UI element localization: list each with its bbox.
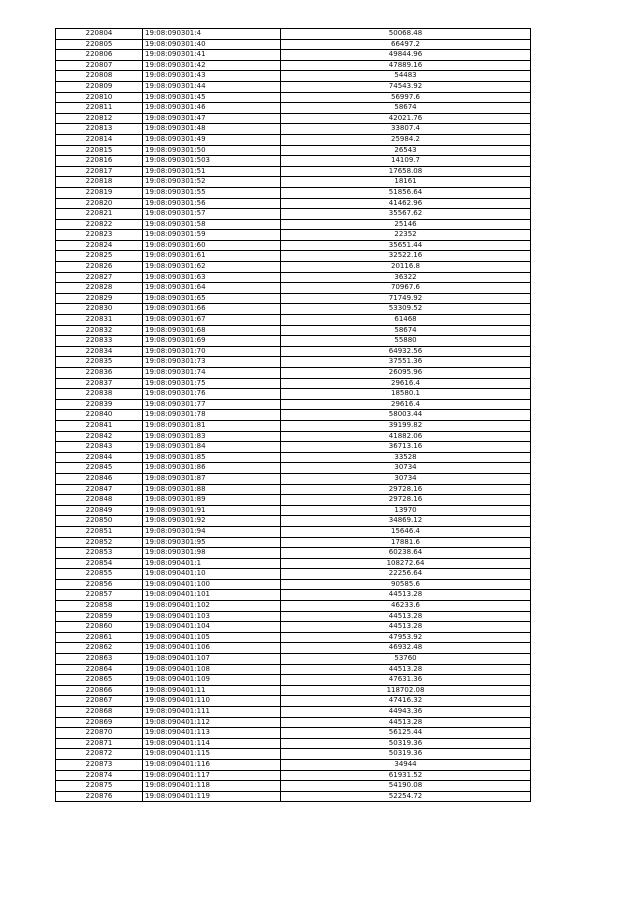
- row-id-cell: 220811: [56, 103, 143, 114]
- table-row: [56, 717, 531, 728]
- row-id-cell: 220830: [56, 304, 143, 315]
- amount-cell: 17658.08: [281, 166, 531, 177]
- amount-cell: 47953.92: [281, 632, 531, 643]
- cadastral-number-cell: 19:08:090301:74: [143, 368, 281, 379]
- amount-cell: 47631.36: [281, 675, 531, 686]
- amount-cell: 74543.92: [281, 81, 531, 92]
- amount-cell: 29728.16: [281, 495, 531, 506]
- cadastral-number-cell: 19:08:090301:49: [143, 134, 281, 145]
- amount-cell: 53309.52: [281, 304, 531, 315]
- table-row: [56, 654, 531, 665]
- row-id-cell: 220809: [56, 81, 143, 92]
- cadastral-number-cell: 19:08:090301:47: [143, 113, 281, 124]
- row-id-cell: 220820: [56, 198, 143, 209]
- table-row: [56, 399, 531, 410]
- amount-cell: 25146: [281, 219, 531, 230]
- cadastral-number-cell: 19:08:090301:98: [143, 548, 281, 559]
- cadastral-number-cell: 19:08:090301:81: [143, 420, 281, 431]
- table-row: [56, 632, 531, 643]
- row-id-cell: 220818: [56, 177, 143, 188]
- cadastral-number-cell: 19:08:090301:56: [143, 198, 281, 209]
- row-id-cell: 220817: [56, 166, 143, 177]
- amount-cell: 46932.48: [281, 643, 531, 654]
- row-id-cell: 220855: [56, 569, 143, 580]
- row-id-cell: 220835: [56, 357, 143, 368]
- table-row: [56, 315, 531, 326]
- cadastral-number-cell: 19:08:090301:68: [143, 325, 281, 336]
- table-row: [56, 548, 531, 559]
- table-row: [56, 92, 531, 103]
- cadastral-number-cell: 19:08:090401:103: [143, 611, 281, 622]
- cadastral-number-cell: 19:08:090401:107: [143, 654, 281, 665]
- table-row: [56, 791, 531, 802]
- amount-cell: 36713.16: [281, 442, 531, 453]
- amount-cell: 44513.28: [281, 611, 531, 622]
- amount-cell: 70967.6: [281, 283, 531, 294]
- cadastral-number-cell: 19:08:090301:65: [143, 293, 281, 304]
- row-id-cell: 220871: [56, 738, 143, 749]
- cadastral-number-cell: 19:08:090301:76: [143, 389, 281, 400]
- table-row: [56, 389, 531, 400]
- row-id-cell: 220860: [56, 622, 143, 633]
- amount-cell: 54190.08: [281, 781, 531, 792]
- cadastral-number-cell: 19:08:090301:63: [143, 272, 281, 283]
- row-id-cell: 220866: [56, 685, 143, 696]
- cadastral-number-cell: 19:08:090301:87: [143, 473, 281, 484]
- table-row: [56, 537, 531, 548]
- table-row: [56, 442, 531, 453]
- table-row: [56, 336, 531, 347]
- cadastral-number-cell: 19:08:090301:57: [143, 209, 281, 220]
- amount-cell: 35651.44: [281, 240, 531, 251]
- row-id-cell: 220831: [56, 315, 143, 326]
- cadastral-number-cell: 19:08:090301:62: [143, 262, 281, 273]
- cadastral-number-cell: 19:08:090401:116: [143, 759, 281, 770]
- cadastral-number-cell: 19:08:090301:64: [143, 283, 281, 294]
- amount-cell: 54483: [281, 71, 531, 82]
- amount-cell: 14109.7: [281, 156, 531, 167]
- row-id-cell: 220838: [56, 389, 143, 400]
- amount-cell: 64932.56: [281, 346, 531, 357]
- amount-cell: 26095.96: [281, 368, 531, 379]
- table-row: [56, 484, 531, 495]
- table-row: [56, 134, 531, 145]
- table-row: [56, 579, 531, 590]
- row-id-cell: 220846: [56, 473, 143, 484]
- cadastral-number-cell: 19:08:090301:83: [143, 431, 281, 442]
- amount-cell: 35567.62: [281, 209, 531, 220]
- table-row: [56, 749, 531, 760]
- row-id-cell: 220849: [56, 505, 143, 516]
- table-row: [56, 664, 531, 675]
- table-row: [56, 50, 531, 61]
- amount-cell: 44943.36: [281, 707, 531, 718]
- table-row: [56, 495, 531, 506]
- row-id-cell: 220864: [56, 664, 143, 675]
- table-row: [56, 304, 531, 315]
- table-row: [56, 378, 531, 389]
- row-id-cell: 220853: [56, 548, 143, 559]
- row-id-cell: 220873: [56, 759, 143, 770]
- row-id-cell: 220868: [56, 707, 143, 718]
- cadastral-number-cell: 19:08:090401:108: [143, 664, 281, 675]
- amount-cell: 58674: [281, 103, 531, 114]
- cadastral-number-cell: 19:08:090401:106: [143, 643, 281, 654]
- cadastral-number-cell: 19:08:090301:61: [143, 251, 281, 262]
- row-id-cell: 220876: [56, 791, 143, 802]
- row-id-cell: 220870: [56, 728, 143, 739]
- row-id-cell: 220857: [56, 590, 143, 601]
- table-body: [56, 29, 531, 802]
- amount-cell: 58003.44: [281, 410, 531, 421]
- amount-cell: 36322: [281, 272, 531, 283]
- row-id-cell: 220848: [56, 495, 143, 506]
- row-id-cell: 220844: [56, 452, 143, 463]
- amount-cell: 25984.2: [281, 134, 531, 145]
- amount-cell: 66497.2: [281, 39, 531, 50]
- amount-cell: 60238.64: [281, 548, 531, 559]
- table-row: [56, 473, 531, 484]
- table-row: [56, 431, 531, 442]
- cadastral-number-cell: 19:08:090301:66: [143, 304, 281, 315]
- table-row: [56, 198, 531, 209]
- cadastral-number-cell: 19:08:090301:73: [143, 357, 281, 368]
- cadastral-number-cell: 19:08:090301:40: [143, 39, 281, 50]
- amount-cell: 18161: [281, 177, 531, 188]
- row-id-cell: 220832: [56, 325, 143, 336]
- row-id-cell: 220814: [56, 134, 143, 145]
- cadastral-number-cell: 19:08:090301:95: [143, 537, 281, 548]
- table-row: [56, 240, 531, 251]
- cadastral-number-cell: 19:08:090301:50: [143, 145, 281, 156]
- table-row: [56, 728, 531, 739]
- cadastral-number-cell: 19:08:090401:110: [143, 696, 281, 707]
- cadastral-number-cell: 19:08:090301:78: [143, 410, 281, 421]
- row-id-cell: 220839: [56, 399, 143, 410]
- amount-cell: 61931.52: [281, 770, 531, 781]
- table-row: [56, 71, 531, 82]
- row-id-cell: 220863: [56, 654, 143, 665]
- row-id-cell: 220842: [56, 431, 143, 442]
- cadastral-number-cell: 19:08:090401:112: [143, 717, 281, 728]
- table-row: [56, 685, 531, 696]
- table-row: [56, 346, 531, 357]
- cadastral-number-cell: 19:08:090301:48: [143, 124, 281, 135]
- table-row: [56, 166, 531, 177]
- cadastral-number-cell: 19:08:090301:55: [143, 187, 281, 198]
- amount-cell: 29616.4: [281, 378, 531, 389]
- row-id-cell: 220874: [56, 770, 143, 781]
- amount-cell: 26543: [281, 145, 531, 156]
- amount-cell: 51856.64: [281, 187, 531, 198]
- amount-cell: 58674: [281, 325, 531, 336]
- amount-cell: 22256.64: [281, 569, 531, 580]
- cadastral-number-cell: 19:08:090301:41: [143, 50, 281, 61]
- table-row: [56, 262, 531, 273]
- row-id-cell: 220808: [56, 71, 143, 82]
- cadastral-number-cell: 19:08:090301:84: [143, 442, 281, 453]
- table-row: [56, 325, 531, 336]
- row-id-cell: 220823: [56, 230, 143, 241]
- amount-cell: 56125.44: [281, 728, 531, 739]
- row-id-cell: 220837: [56, 378, 143, 389]
- table-row: [56, 558, 531, 569]
- cadastral-number-cell: 19:08:090301:42: [143, 60, 281, 71]
- amount-cell: 44513.28: [281, 590, 531, 601]
- cadastral-number-cell: 19:08:090301:46: [143, 103, 281, 114]
- cadastral-number-cell: 19:08:090301:4: [143, 29, 281, 40]
- table-row: [56, 293, 531, 304]
- row-id-cell: 220852: [56, 537, 143, 548]
- table-row: [56, 272, 531, 283]
- amount-cell: 33807.4: [281, 124, 531, 135]
- table-row: [56, 622, 531, 633]
- row-id-cell: 220845: [56, 463, 143, 474]
- table-row: [56, 368, 531, 379]
- amount-cell: 47889.16: [281, 60, 531, 71]
- row-id-cell: 220825: [56, 251, 143, 262]
- amount-cell: 108272.64: [281, 558, 531, 569]
- row-id-cell: 220843: [56, 442, 143, 453]
- table-row: [56, 113, 531, 124]
- row-id-cell: 220821: [56, 209, 143, 220]
- cadastral-number-cell: 19:08:090301:60: [143, 240, 281, 251]
- cadastral-number-cell: 19:08:090401:109: [143, 675, 281, 686]
- row-id-cell: 220812: [56, 113, 143, 124]
- row-id-cell: 220867: [56, 696, 143, 707]
- amount-cell: 47416.32: [281, 696, 531, 707]
- cadastral-number-cell: 19:08:090301:51: [143, 166, 281, 177]
- cadastral-number-cell: 19:08:090301:91: [143, 505, 281, 516]
- amount-cell: 20116.8: [281, 262, 531, 273]
- cadastral-number-cell: 19:08:090401:100: [143, 579, 281, 590]
- cadastral-number-cell: 19:08:090301:43: [143, 71, 281, 82]
- amount-cell: 44513.28: [281, 717, 531, 728]
- table-row: [56, 696, 531, 707]
- cadastral-number-cell: 19:08:090401:111: [143, 707, 281, 718]
- table-row: [56, 738, 531, 749]
- table-row: [56, 770, 531, 781]
- table-row: [56, 611, 531, 622]
- cadastral-number-cell: 19:08:090301:503: [143, 156, 281, 167]
- row-id-cell: 220807: [56, 60, 143, 71]
- cadastral-number-cell: 19:08:090401:105: [143, 632, 281, 643]
- row-id-cell: 220813: [56, 124, 143, 135]
- amount-cell: 53760: [281, 654, 531, 665]
- cadastral-number-cell: 19:08:090301:69: [143, 336, 281, 347]
- amount-cell: 50319.36: [281, 738, 531, 749]
- row-id-cell: 220828: [56, 283, 143, 294]
- amount-cell: 32522.16: [281, 251, 531, 262]
- cadastral-number-cell: 19:08:090301:67: [143, 315, 281, 326]
- table-row: [56, 590, 531, 601]
- table-row: [56, 283, 531, 294]
- table-row: [56, 410, 531, 421]
- table-row: [56, 601, 531, 612]
- row-id-cell: 220840: [56, 410, 143, 421]
- cadastral-number-cell: 19:08:090401:11: [143, 685, 281, 696]
- table-row: [56, 156, 531, 167]
- table-row: [56, 29, 531, 40]
- amount-cell: 39199.82: [281, 420, 531, 431]
- row-id-cell: 220841: [56, 420, 143, 431]
- cadastral-number-cell: 19:08:090401:119: [143, 791, 281, 802]
- amount-cell: 46233.6: [281, 601, 531, 612]
- table-row: [56, 39, 531, 50]
- amount-cell: 61468: [281, 315, 531, 326]
- cadastral-number-cell: 19:08:090301:45: [143, 92, 281, 103]
- table-row: [56, 526, 531, 537]
- cadastral-number-cell: 19:08:090301:52: [143, 177, 281, 188]
- table-row: [56, 452, 531, 463]
- cadastral-number-cell: 19:08:090401:102: [143, 601, 281, 612]
- cadastral-number-cell: 19:08:090401:10: [143, 569, 281, 580]
- table-row: [56, 463, 531, 474]
- row-id-cell: 220854: [56, 558, 143, 569]
- table-row: [56, 187, 531, 198]
- row-id-cell: 220804: [56, 29, 143, 40]
- amount-cell: 37551.36: [281, 357, 531, 368]
- amount-cell: 50319.36: [281, 749, 531, 760]
- amount-cell: 52254.72: [281, 791, 531, 802]
- row-id-cell: 220858: [56, 601, 143, 612]
- row-id-cell: 220865: [56, 675, 143, 686]
- row-id-cell: 220834: [56, 346, 143, 357]
- table-row: [56, 516, 531, 527]
- table-row: [56, 675, 531, 686]
- amount-cell: 17881.6: [281, 537, 531, 548]
- cadastral-number-cell: 19:08:090401:117: [143, 770, 281, 781]
- amount-cell: 29616.4: [281, 399, 531, 410]
- row-id-cell: 220856: [56, 579, 143, 590]
- row-id-cell: 220850: [56, 516, 143, 527]
- cadastral-number-cell: 19:08:090401:118: [143, 781, 281, 792]
- cadastral-number-cell: 19:08:090301:85: [143, 452, 281, 463]
- amount-cell: 41882.06: [281, 431, 531, 442]
- table-row: [56, 781, 531, 792]
- amount-cell: 55880: [281, 336, 531, 347]
- cadastral-number-cell: 19:08:090401:113: [143, 728, 281, 739]
- table-row: [56, 60, 531, 71]
- row-id-cell: 220862: [56, 643, 143, 654]
- row-id-cell: 220836: [56, 368, 143, 379]
- row-id-cell: 220824: [56, 240, 143, 251]
- table-row: [56, 124, 531, 135]
- row-id-cell: 220875: [56, 781, 143, 792]
- cadastral-number-cell: 19:08:090301:70: [143, 346, 281, 357]
- cadastral-number-cell: 19:08:090401:104: [143, 622, 281, 633]
- table-row: [56, 707, 531, 718]
- amount-cell: 118702.08: [281, 685, 531, 696]
- table-row: [56, 505, 531, 516]
- row-id-cell: 220815: [56, 145, 143, 156]
- amount-cell: 42021.76: [281, 113, 531, 124]
- amount-cell: 15646.4: [281, 526, 531, 537]
- table-row: [56, 209, 531, 220]
- table-row: [56, 177, 531, 188]
- row-id-cell: 220872: [56, 749, 143, 760]
- table-row: [56, 643, 531, 654]
- cadastral-number-cell: 19:08:090301:44: [143, 81, 281, 92]
- table-row: [56, 103, 531, 114]
- table-row: [56, 420, 531, 431]
- cadastral-number-cell: 19:08:090301:86: [143, 463, 281, 474]
- row-id-cell: 220847: [56, 484, 143, 495]
- cadastral-number-cell: 19:08:090301:77: [143, 399, 281, 410]
- cadastral-number-cell: 19:08:090401:1: [143, 558, 281, 569]
- row-id-cell: 220810: [56, 92, 143, 103]
- row-id-cell: 220822: [56, 219, 143, 230]
- table-row: [56, 219, 531, 230]
- amount-cell: 90585.6: [281, 579, 531, 590]
- amount-cell: 22352: [281, 230, 531, 241]
- cadastral-number-cell: 19:08:090301:59: [143, 230, 281, 241]
- cadastral-number-cell: 19:08:090401:101: [143, 590, 281, 601]
- amount-cell: 44513.28: [281, 664, 531, 675]
- table-row: [56, 759, 531, 770]
- row-id-cell: 220826: [56, 262, 143, 273]
- cadastral-number-cell: 19:08:090301:88: [143, 484, 281, 495]
- amount-cell: 44513.28: [281, 622, 531, 633]
- row-id-cell: 220805: [56, 39, 143, 50]
- amount-cell: 30734: [281, 463, 531, 474]
- cadastral-number-cell: 19:08:090301:92: [143, 516, 281, 527]
- row-id-cell: 220806: [56, 50, 143, 61]
- amount-cell: 41462.96: [281, 198, 531, 209]
- amount-cell: 29728.16: [281, 484, 531, 495]
- table-row: [56, 230, 531, 241]
- cadastral-number-cell: 19:08:090301:94: [143, 526, 281, 537]
- amount-cell: 71749.92: [281, 293, 531, 304]
- amount-cell: 18580.1: [281, 389, 531, 400]
- amount-cell: 34944: [281, 759, 531, 770]
- row-id-cell: 220859: [56, 611, 143, 622]
- amount-cell: 49844.96: [281, 50, 531, 61]
- cadastral-number-cell: 19:08:090301:89: [143, 495, 281, 506]
- row-id-cell: 220819: [56, 187, 143, 198]
- table-row: [56, 145, 531, 156]
- cadastral-number-cell: 19:08:090401:114: [143, 738, 281, 749]
- row-id-cell: 220829: [56, 293, 143, 304]
- amount-cell: 50068.48: [281, 29, 531, 40]
- row-id-cell: 220851: [56, 526, 143, 537]
- amount-cell: 30734: [281, 473, 531, 484]
- table-row: [56, 357, 531, 368]
- row-id-cell: 220861: [56, 632, 143, 643]
- table-row: [56, 569, 531, 580]
- amount-cell: 34869.12: [281, 516, 531, 527]
- cadastral-number-cell: 19:08:090301:58: [143, 219, 281, 230]
- row-id-cell: 220827: [56, 272, 143, 283]
- row-id-cell: 220833: [56, 336, 143, 347]
- cadastral-number-cell: 19:08:090301:75: [143, 378, 281, 389]
- table-row: [56, 251, 531, 262]
- amount-cell: 56997.6: [281, 92, 531, 103]
- amount-cell: 33528: [281, 452, 531, 463]
- table-row: [56, 81, 531, 92]
- amount-cell: 13970: [281, 505, 531, 516]
- data-table: [55, 28, 531, 802]
- row-id-cell: 220869: [56, 717, 143, 728]
- row-id-cell: 220816: [56, 156, 143, 167]
- cadastral-number-cell: 19:08:090401:115: [143, 749, 281, 760]
